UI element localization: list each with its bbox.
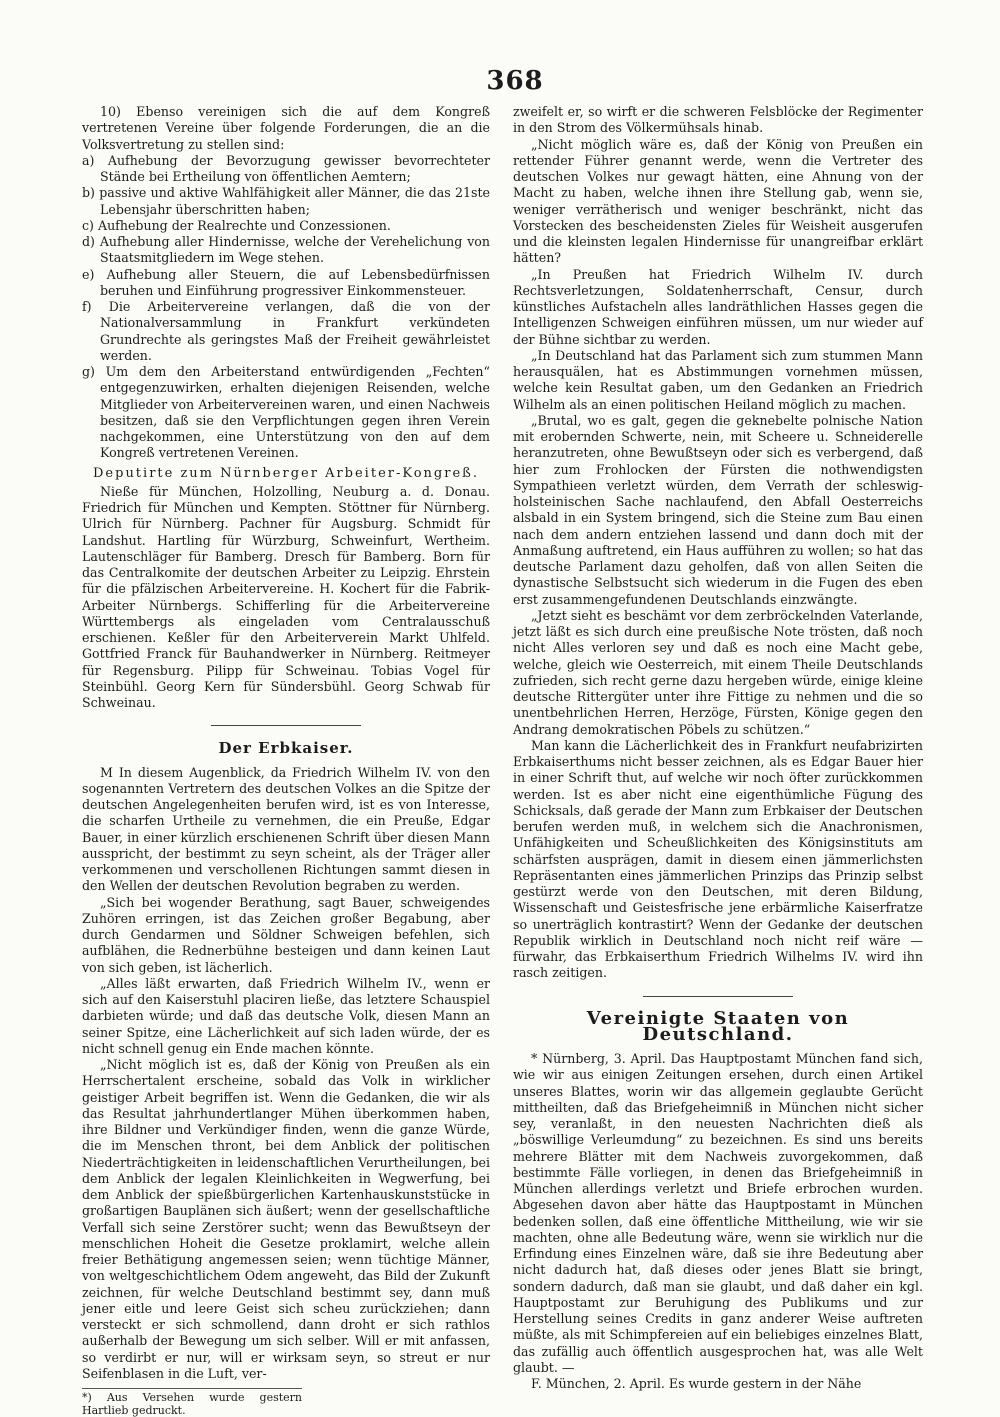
section-divider — [211, 725, 361, 726]
article-paragraph: „Alles läßt erwarten, daß Friedrich Wilhelm IV., wenn er sich auf den Kaiserstuhl placiren ließe, das letztere Schauspiel darbieten würde; und daß das deutsche Volk, diesen Mann an seiner Spitze, eine Lächerlichkeit auf sich laden würde, der es nicht schnell genug ein Ende machen könnte. — [82, 975, 490, 1056]
article-paragraph: „In Deutschland hat das Parlament sich zum stummen Mann herausquälen, hat es Abstimmungen vornehmen müssen, welche kein Resultat gaben, um den Gedanken an Friedrich Wilhelm als an einen politischen Heiland möglich zu machen. — [513, 347, 923, 412]
article-paragraph: „Brutal, wo es galt, gegen die geknebelte polnische Nation mit erobernden Schwerte, nein, mit Scheere u. Schneiderelle heranzutreten, ohne Bewußtseyn oder sich es verbergend, daß hier zum Frohlocken der Fürsten die nothwendigsten Sympathieen verletzt würden, dem Verrath der schleswig-holsteinischen Sache nachlaufend, den Abfall Oesterreichs alsbald in ein System bringend, sich die Steine zum Bau einen nach dem andern entziehen lassend und dann doch mit der Anmaßung auftretend, ein Haus aufführen zu wollen; so hat das deutsche Parlament dazu geholfen, daß von allen Seiten die dynastische Selbstsucht sich wiederum in die Fugen des eben erst zusammengefundenen Deutschlands einzwängte. — [513, 412, 923, 607]
article-paragraph: zweifelt er, so wirft er die schweren Felsblöcke der Regimenter in den Strom des Völkermühsals hinab. — [513, 104, 923, 136]
right-column — [513, 104, 923, 1392]
demand-item: e) Aufhebung aller Steuern, die auf Lebensbedürfnissen beruhen und Einführung progressiver Einkommensteuer. — [82, 266, 490, 298]
footnote — [82, 1388, 302, 1417]
footnote-text: *) Aus Versehen wurde gestern Hartlieb gedruckt. — [82, 1391, 302, 1417]
article-paragraph: Man kann die Lächerlichkeit des in Frankfurt neufabrizirten Erbkaiserthums nicht besser zeichnen, als es Edgar Bauer hier in einer Schrift thut, auf welche wir noch öfter zurückkommen werden. Ist es aber nicht eine eigenthümliche Fügung des Schicksals, daß gerade der Mann zum Erbkaiser der Deutschen berufen werden muß, in welchem sich die Anachronismen, Unfähigkeiten und Scheußlichkeiten des Königsinstituts am schärfsten ausprägen, damit in diesem einen jämmerlichsten Repräsentanten eines jämmerlichen Prinzips das Prinzip selbst gestürzt werde von den Deutschen, mit deren Bildung, Wissenschaft und Geistesfrische jene erbärmliche Kaiserfratze so unerträglich kontrastirt? Wenn der Gedanke der deutschen Republik wirklich in Deutschland noch nicht reif wäre — fürwahr, das Erbkaiserthum Friedrich Wilhelms IV. wird ihn rasch zeitigen. — [513, 737, 923, 981]
article-paragraph: „In Preußen hat Friedrich Wilhelm IV. durch Rechtsverletzungen, Soldatenherrschaft, Censur, durch künstliches Aufstacheln alles landräthlichen Hasses gegen die Intelligenzen Schweigen einführen müssen, um nur wieder auf der Bühne sichtbar zu werden. — [513, 266, 923, 347]
deputies-list: Nieße für München, Holzolling, Neuburg a. d. Donau. Friedrich für München und Kempten. Stöttner für Nürnberg. Ulrich für Nürnberg. Pachner für Augsburg. Schmidt für Landshut. Hartling für Würzburg, Schweinfurt, Wertheim. Lautenschläger für Bamberg. Dresch für Bamberg. Born für das Centralkomite der deutschen Arbeiter zu Leipzig. Ehrstein für die pfälzischen Arbeitervereine. H. Kochert für die Fabrik-Arbeiter Nürnbergs. Schifferling für die Arbeitervereine Württembergs als eingeladen vom Centralausschuß erschienen. Keßler für den Arbeiterverein Markt Uhlfeld. Gottfried Franck für Bauhandwerker in Nürnberg. Reitmeyer für Regensburg. Pilipp für Schweinau. Tobias Vogel für Steinbühl. Georg Kern für Sündersbühl. Georg Schwab für Schweinau. — [82, 483, 490, 710]
deputies-heading: Deputirte zum Nürnberger Arbeiter-Kongreß. — [93, 465, 479, 481]
page-number: 368 — [486, 66, 544, 96]
demand-list — [82, 153, 490, 462]
news-paragraph: * Nürnberg, 3. April. Das Hauptpostamt München fand sich, wie wir aus einigen Zeitungen ersehen, durch einen Artikel unseres Blattes, worin wir das allgemein geglaubte Gerücht mittheilten, daß das Briefgeheimniß in München nicht sicher sey, veranlaßt, in den neuesten Nachrichten dieß als „böswillige Verleumdung“ zu bezeichnen. Es sind uns bereits mehrere Blätter mit dem Nachweis zuvorgekommen, daß bestimmte Fälle vorliegen, in denen das Briefgeheimniß in München allerdings verletzt und Briefe erbrochen wurden. Abgesehen davon aber hätte das Hauptpostamt in München bedenken sollen, daß eine öffentliche Mittheilung, wie wir sie machten, ohne alle Bedeutung wäre, wenn sie wirklich nur die Erfindung eines Einzelnen wäre, daß sie ihre Bedeutung aber nicht dadurch hat, daß dieses oder jenes Blatt sie bringt, sondern dadurch, daß man sie glaubt, und daß daher ein kgl. Hauptpostamt zur Beruhigung des Publikums und zur Herstellung seines Credits in ganz anderer Weise auftreten müßte, als mit Schimpfereien auf ein beliebiges einzelnes Blatt, das zufällig auch öffentlich ausgesprochen hat, was alle Welt glaubt. — — [513, 1051, 923, 1375]
section-divider — [643, 996, 793, 997]
demand-item: a) Aufhebung der Bevorzugung gewisser bevorrechteter Stände bei Ertheilung von öffentlichen Aemtern; — [82, 152, 490, 184]
demand-item: c) Aufhebung der Realrechte und Conzessionen. — [82, 217, 391, 233]
article-paragraph: „Nicht möglich wäre es, daß der König von Preußen ein rettender Führer genannt werde, wenn die Vertreter des deutschen Volkes nur gewagt hätten, eine Ahnung von der Macht zu haben, welche ihnen ihre Stellung gab, wenn sie, weniger verrätherisch und weniger beschränkt, nicht das Vorstecken des bescheidensten Zieles für Weisheit ausgerufen und die kleinsten legalen Hindernisse für unangreifbar erklärt hätten? — [513, 136, 923, 266]
article-paragraph: M In diesem Augenblick, da Friedrich Wilhelm IV. von den sogenannten Vertretern des deutschen Volkes an die Spitze der deutschen Angelegenheiten berufen wird, ist es von Interesse, die scharfen Urtheile zu vernehmen, die ein Preuße, Edgar Bauer, in einer kürzlich erschienenen Schrift über diesen Mann ausspricht, der bestimmt zu seyn scheint, als der Träger aller verkommenen und verschollenen Richtungen sammt diesen in den Wellen der deutschen Revolution begraben zu werden. — [82, 764, 490, 894]
demand-item: g) Um dem den Arbeiterstand entwürdigenden „Fechten“ entgegenzuwirken, erhalten diejenigen Reisenden, welche Mitglieder von Arbeitervereinen waren, und einen Nachweis besitzen, daß sie den Verpflichtungen gegen ihren Verein nachgekommen, eine Unterstützung von den auf dem Kongreß vertretenen Vereinen. — [82, 364, 490, 461]
congress-demands-intro: 10) Ebenso vereinigen sich die auf dem Kongreß vertretenen Vereine über folgende Forderungen, die an die Volksvertretung zu stellen sind: — [82, 104, 490, 152]
demand-item: f) Die Arbeitervereine verlangen, daß die von der Nationalversammlung in Frankfurt verkündeten Grundrechte als geringstes Maß der Freiheit gewährleistet werden. — [82, 299, 490, 363]
article-paragraph: „Jetzt sieht es beschämt vor dem zerbröckelnden Vaterlande, jetzt läßt es sich durch eine preußische Note trösten, daß noch nicht Alles verloren sey und daß es noch eine Macht gebe, welche, gleich wie Oesterreich, mit einem Theile Deutschlands zufrieden, sich recht gerne dazu hergeben würde, einige kleine deutsche Rittergüter unter ihre Fittige zu nehmen und die so unentbehrlichen Herren, Herzöge, Fürsten, Könige gegen den Andrang demokratischen Pöbels zu schützen.“ — [513, 607, 923, 737]
article-title: Der Erbkaiser. — [218, 739, 354, 758]
demand-item: d) Aufhebung aller Hindernisse, welche der Verehelichung von Staatsmitgliedern im Wege stehen. — [82, 234, 490, 266]
section-title: Vereinigte Staaten von Deutschland. — [586, 1007, 850, 1045]
article-paragraph: „Sich bei wogender Berathung, sagt Bauer, schweigendes Zuhören erringen, ist das Zeichen großer Begabung, aber durch Gendarmen und Söldner Schweigen befehlen, sich aufblähen, die Rednerbühne besteigen und dann keinen Laut von sich geben, ist lächerlich. — [82, 894, 490, 975]
news-paragraph: F. München, 2. April. Es wurde gestern in der Nähe — [531, 1376, 862, 1391]
article-paragraph: „Nicht möglich ist es, daß der König von Preußen als ein Herrschertalent erscheine, sobald das Volk in wirklicher geistiger Arbeit begriffen ist. Wenn die Gedanken, die wir als das Resultat jahrhundertlanger Mühen überkommen haben, ihre Bildner und Verkündiger finden, wenn die ganze Würde, die im Menschen thront, bei dem Anblick der politischen Niederträchtigkeiten in leidenschaftlichen Verurtheilungen, bei dem Anblick der legalen Kleinlichkeiten in Wegwerfung, bei dem Anblick der spießbürgerlichen Kartenhauskunststücke in großartigen Bauplänen sich äußert; wenn der gesellschaftliche Verfall sich seine Zerstörer sucht; wenn das Bewußtseyn der menschlichen Hoheit die Gesetze proklamirt, welche allein freier Bethätigung angemessen seien; wenn tüchtige Männer, von weltgeschichtlichem Odem angeweht, das Bild der Zukunft zeichnen, für welche Deutschland bestimmt sey, dann muß jener eitle und leere Geist sich scheu zurückziehen; dann versteckt er sich schmollend, dann droht er sich rathlos außerhalb der Bewegung um sich selber. Will er mit anfassen, so verdirbt er nur, will er wirksam seyn, so streut er nur Seifenblasen in die Luft, ver- — [82, 1057, 490, 1381]
demand-item: b) passive und aktive Wahlfähigkeit aller Männer, die das 21ste Lebensjahr überschritten haben; — [82, 185, 490, 217]
left-column — [82, 104, 490, 1417]
